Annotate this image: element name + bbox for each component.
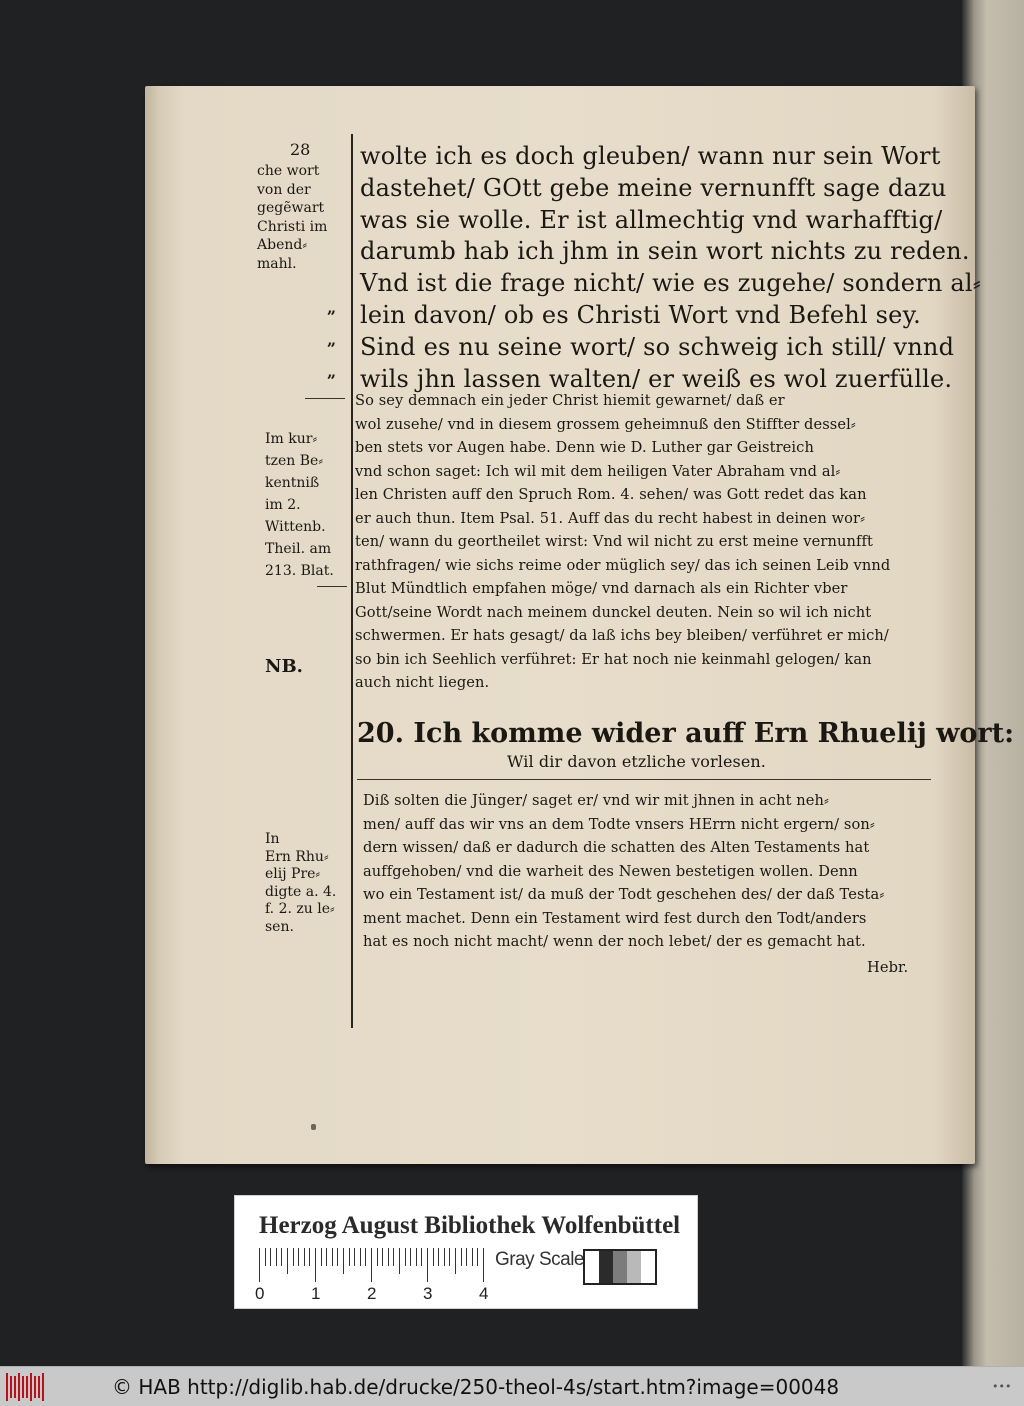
text-line: wils jhn lassen walten/ er weiß es wol zuerfülle.: [360, 364, 953, 393]
margin-rule: [351, 134, 353, 1028]
ruler-tick: [399, 1248, 400, 1274]
ruler-tick: [287, 1248, 288, 1274]
ruler-number: 1: [311, 1284, 321, 1303]
scale-ruler: [259, 1248, 483, 1282]
text-line: schwermen. Er hats gesagt/ da laß ichs bey bleiben/ verführet er mich/: [355, 627, 889, 644]
text-line: Gott/seine Wordt nach meinem dunckel deuten. Nein so wil ich nicht: [355, 603, 872, 621]
ruler-tick: [416, 1248, 417, 1266]
text-line: so bin ich Seehlich verführet: Er hat noch nie keinmahl gelogen/ kan: [355, 650, 872, 668]
side-note-line: Im kur⸗: [265, 431, 318, 447]
side-divider: [317, 586, 347, 587]
ruler-tick: [393, 1248, 394, 1266]
text-line: Diß solten die Jünger/ saget er/ vnd wir mit jhnen in acht neh⸗: [363, 792, 830, 809]
ruler-tick: [472, 1248, 473, 1266]
ruler-tick: [438, 1248, 439, 1266]
side-note-line: Ern Rhu⸗: [265, 848, 329, 865]
ruler-tick: [332, 1248, 333, 1266]
hab-logo-icon: [6, 1373, 46, 1401]
ruler-tick: [382, 1248, 383, 1266]
text-line: So sey demnach ein jeder Christ hiemit gewarnet/ daß er: [355, 392, 785, 409]
ruler-number: 4: [479, 1284, 489, 1303]
ruler-tick: [483, 1248, 484, 1282]
ruler-tick: [265, 1248, 266, 1266]
color-reference-label: [234, 1195, 698, 1309]
side-note-line: Christi im: [257, 218, 328, 235]
text-line: wol zusehe/ vnd in diesem grossem geheimnuß den Stiffter dessel⸗: [355, 415, 856, 433]
text-line: er auch thun. Item Psal. 51. Auff das du recht habest in deinen wor⸗: [355, 509, 866, 527]
ruler-tick: [354, 1248, 355, 1266]
paper-speck: [311, 1124, 316, 1130]
ruler-tick: [281, 1248, 282, 1266]
ruler-tick: [449, 1248, 450, 1266]
ruler-tick: [309, 1248, 310, 1266]
side-note-line: Wittenb.: [265, 519, 326, 535]
ruler-tick: [461, 1248, 462, 1266]
ruler-tick: [276, 1248, 277, 1266]
text-line: dastehet/ GOtt gebe meine vernunfft sage dazu: [360, 173, 947, 202]
text-line: ten/ wann du geortheilet wirst: Vnd wil nicht zu erst meine vernunfft: [355, 533, 873, 550]
gray-swatch: [613, 1251, 627, 1283]
gray-scale-label: Gray Scale: [495, 1249, 584, 1270]
side-note-line: f. 2. zu le⸗: [265, 901, 335, 917]
section-subheading: Wil dir davon etzliche vorlesen.: [507, 752, 766, 771]
side-note-line: von der: [257, 181, 311, 198]
copyright-url-text[interactable]: © HAB http://diglib.hab.de/drucke/250-theol-4s/start.htm?image=00048: [112, 1375, 840, 1399]
text-line: men/ auff das wir vns an dem Todte vnsers HErrn nicht ergern/ son⸗: [363, 815, 875, 833]
ruler-tick: [455, 1248, 456, 1274]
section-rule: [357, 779, 931, 780]
side-note-line: elij Pre⸗: [265, 866, 321, 882]
quote-mark: „: [327, 298, 337, 317]
text-line: ment machet. Denn ein Testament wird fest durch den Todt/anders: [363, 909, 867, 927]
ruler-tick: [259, 1248, 260, 1282]
section-heading: 20. Ich komme wider auff Ern Rhuelij wort:: [357, 718, 1015, 749]
gray-swatch: [627, 1251, 641, 1283]
gray-scale-bar: [583, 1249, 657, 1285]
text-line: wo ein Testament ist/ da muß der Todt geschehen des/ der daß Testa⸗: [363, 886, 885, 903]
ruler-tick: [298, 1248, 299, 1266]
ruler-tick: [410, 1248, 411, 1266]
catchword: Hebr.: [867, 959, 909, 976]
text-line: ben stets vor Augen habe. Denn wie D. Luther gar Geistreich: [355, 439, 814, 456]
ruler-number: 3: [423, 1284, 433, 1303]
ruler-tick: [349, 1248, 350, 1266]
text-line: lein davon/ ob es Christi Wort vnd Befehl sey.: [360, 301, 921, 329]
text-line: auffgehoben/ vnd die warheit des Newen bestetigen wollen. Denn: [363, 862, 858, 880]
gray-swatch: [641, 1251, 655, 1283]
ruler-tick: [444, 1248, 445, 1266]
ruler-tick: [388, 1248, 389, 1266]
ruler-tick: [365, 1248, 366, 1266]
ruler-tick: [427, 1248, 428, 1282]
text-line: Blut Mündtlich empfahen möge/ vnd darnach als ein Richter vber: [355, 580, 848, 597]
quote-mark: „: [327, 330, 337, 349]
ruler-tick: [337, 1248, 338, 1266]
nota-bene-note: NB.: [265, 656, 303, 677]
text-line: hat es noch nicht macht/ wenn der noch lebet/ der es gemacht hat.: [363, 933, 866, 950]
side-note-line: im 2.: [265, 497, 301, 513]
text-line: wolte ich es doch gleuben/ wann nur sein Wort: [360, 142, 941, 170]
ruler-tick: [421, 1248, 422, 1266]
text-line: Vnd ist die frage nicht/ wie es zugehe/ sondern al⸗: [360, 269, 981, 298]
gray-swatch: [599, 1251, 613, 1283]
ruler-tick: [304, 1248, 305, 1266]
text-line: vnd schon saget: Ich wil mit dem heiligen Vater Abraham vnd al⸗: [355, 462, 841, 480]
ruler-tick: [433, 1248, 434, 1266]
quote-mark: „: [327, 362, 337, 381]
side-note-line: 213. Blat.: [265, 563, 334, 579]
gray-swatch: [585, 1251, 599, 1283]
side-note-line: tzen Be⸗: [265, 453, 323, 469]
ruler-number: 2: [367, 1284, 377, 1303]
ruler-tick: [466, 1248, 467, 1266]
side-note-line: digte a. 4.: [265, 883, 337, 900]
ruler-tick: [477, 1248, 478, 1266]
more-dots-icon[interactable]: •••: [992, 1380, 1012, 1393]
side-note-line: sen.: [265, 918, 294, 935]
ruler-tick: [315, 1248, 316, 1282]
book-page: [145, 86, 1015, 1164]
ruler-tick: [360, 1248, 361, 1266]
text-line: was sie wolle. Er ist allmechtig vnd warhafftig/: [360, 205, 943, 234]
ruler-tick: [371, 1248, 372, 1282]
footer-bar: [0, 1366, 1024, 1406]
ruler-tick: [270, 1248, 271, 1266]
text-line: dern wissen/ daß er dadurch die schatten des Alten Testaments hat: [363, 839, 870, 856]
text-line: darumb hab ich jhm in sein wort nichts zu reden.: [360, 237, 970, 266]
side-note-line: Theil. am: [265, 541, 332, 557]
ruler-tick: [405, 1248, 406, 1266]
ruler-tick: [343, 1248, 344, 1274]
text-line: len Christen auff den Spruch Rom. 4. sehen/ was Gott redet das kan: [355, 486, 867, 503]
ruler-tick: [326, 1248, 327, 1266]
side-note-line: che wort: [257, 163, 320, 179]
ruler-tick: [321, 1248, 322, 1266]
text-line: rathfragen/ wie sichs reime oder müglich sey/ das ich seinen Leib vnnd: [355, 556, 891, 574]
side-note-line: kentniß: [265, 475, 320, 491]
side-divider: [305, 398, 345, 399]
text-line: Sind es nu seine wort/ so schweig ich still/ vnnd: [360, 332, 955, 361]
ruler-number: 0: [255, 1284, 265, 1303]
ruler-tick: [377, 1248, 378, 1266]
side-note-line: In: [265, 831, 280, 847]
side-note-line: mahl.: [257, 255, 297, 272]
side-note-line: gegẽwart: [257, 200, 325, 216]
side-note-line: Abend⸗: [257, 237, 307, 253]
text-line: auch nicht liegen.: [355, 674, 490, 691]
page-number: 28: [290, 140, 311, 159]
ruler-tick: [293, 1248, 294, 1266]
library-name: Herzog August Bibliothek Wolfenbüttel: [259, 1212, 681, 1239]
